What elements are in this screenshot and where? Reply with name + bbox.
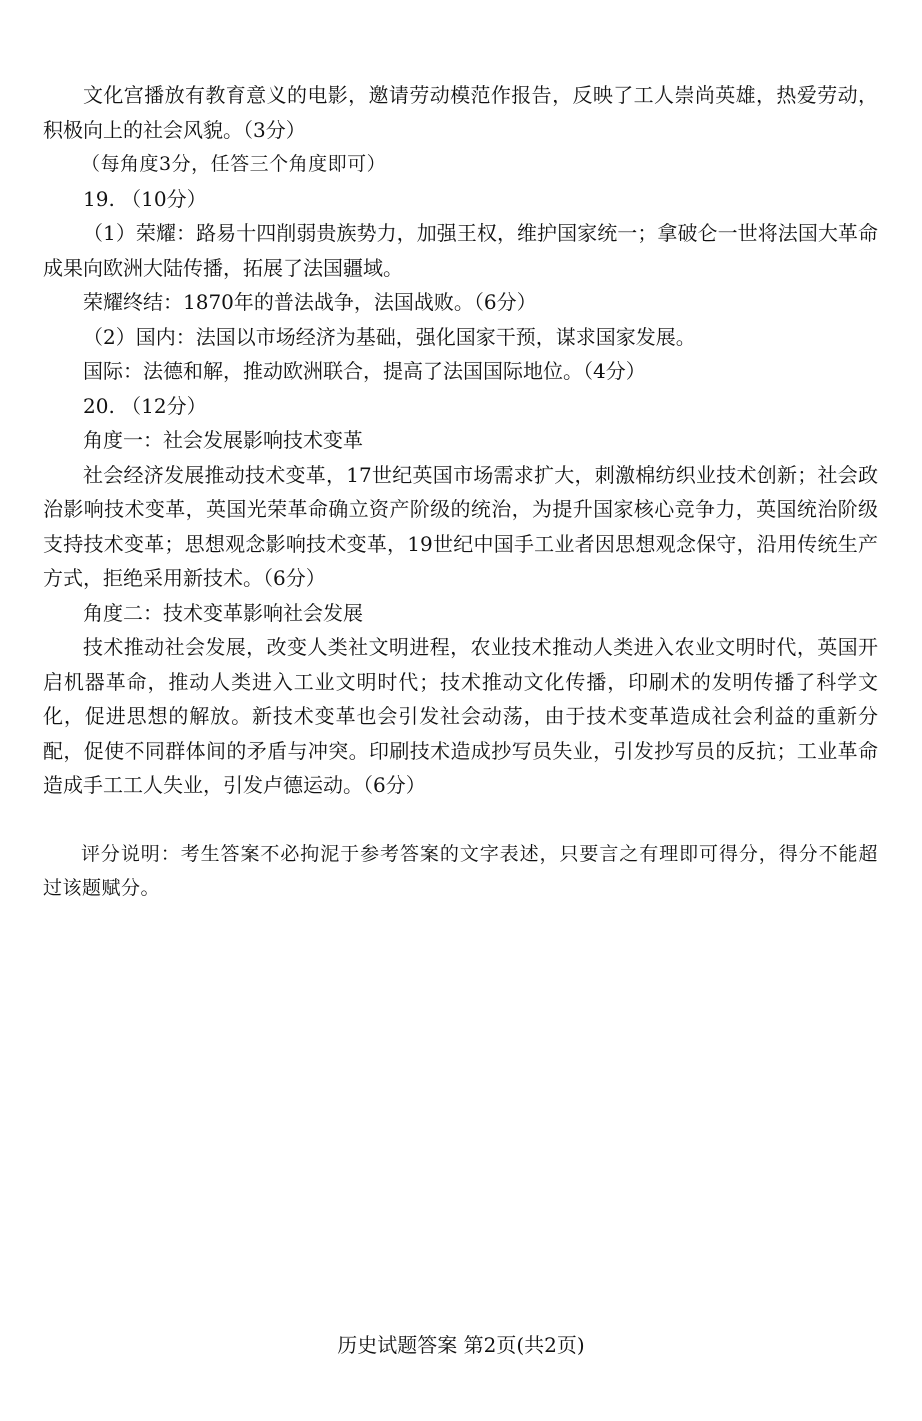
answer-content: [43, 78, 878, 906]
answer-paragraph: 技术推动社会发展，改变人类社文明进程，农业技术推动人类进入农业文明时代，英国开启机器革命，推动人类进入工业文明时代；技术推动文化传播，印刷术的发明传播了科学文化，促进思想的解放。新技术变革也会引发社会动荡，由于技术变革造成社会利益的重新分配，促使不同群体间的矛盾与冲突。印刷技术造成抄写员失业，引发抄写员的反抗；工业革命造成手工工人失业，引发卢德运动。（6分）: [43, 635, 878, 797]
scoring-note: 评分说明：考生答案不必拘泥于参考答案的文字表述，只要言之有理即可得分，得分不能超过该题赋分。: [43, 842, 878, 899]
question-heading: 20. （12分）: [83, 393, 207, 418]
scoring-hint: （每角度3分，任答三个角度即可）: [81, 153, 387, 175]
answer-paragraph: 文化宫播放有教育意义的电影，邀请劳动模范作报告，反映了工人崇尚英雄，热爱劳动，积极向上的社会风貌。（3分）: [43, 83, 878, 142]
answer-paragraph: 荣耀终结：1870年的普法战争，法国战败。（6分）: [83, 290, 537, 314]
angle-heading: 角度一：社会发展影响技术变革: [83, 428, 363, 452]
page-footer: 历史试题答案 第2页(共2页): [337, 1333, 585, 1357]
answer-paragraph: （2）国内：法国以市场经济为基础，强化国家干预，谋求国家发展。: [83, 324, 696, 349]
answer-paragraph: （1）荣耀：路易十四削弱贵族势力，加强王权，维护国家统一；拿破仑一世将法国大革命成果向欧洲大陆传播，拓展了法国疆域。: [43, 221, 878, 280]
angle-heading: 角度二：技术变革影响社会发展: [83, 600, 363, 625]
spacer: [43, 803, 878, 837]
answer-paragraph: 国际：法德和解，推动欧洲联合，提高了法国国际地位。（4分）: [83, 359, 646, 383]
answer-paragraph: 社会经济发展推动技术变革，17世纪英国市场需求扩大，刺激棉纺织业技术创新；社会政治影响技术变革，英国光荣革命确立资产阶级的统治，为提升国家核心竞争力，英国统治阶级支持技术变革；思想观念影响技术变革，19世纪中国手工业者因思想观念保守，沿用传统生产方式，拒绝采用新技术。（6分）: [43, 462, 878, 590]
question-heading: 19. （10分）: [83, 186, 207, 211]
